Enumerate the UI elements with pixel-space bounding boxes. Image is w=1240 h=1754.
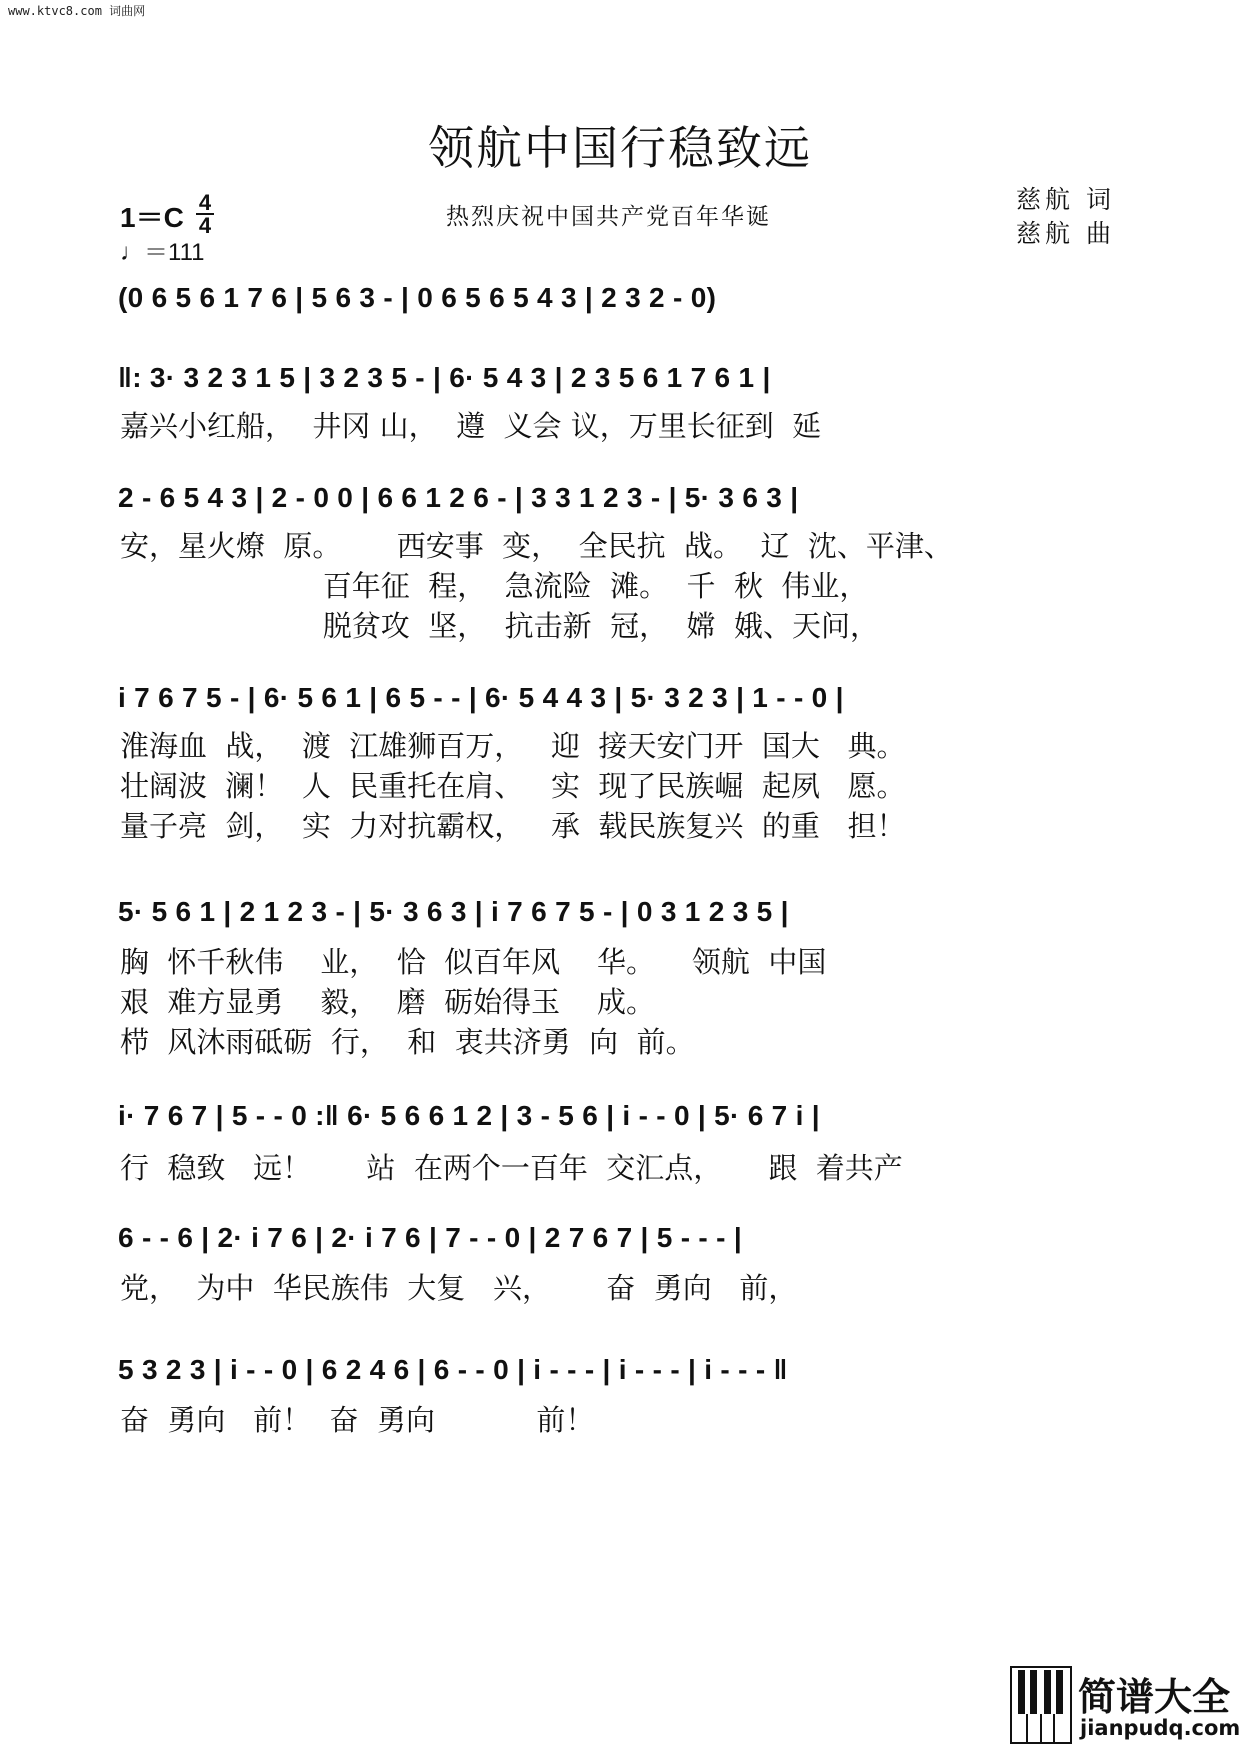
lyric-line-5-3: 栉 风沐雨砥砺 行， 和 衷共济勇 向 前。: [120, 1025, 695, 1059]
key-signature: 1＝C: [120, 202, 184, 233]
notation-line-1: (0 6 5 6 1 7 6 | 5 6 3 - | 0 6 5 6 5 4 3 | 2 3 2 - 0): [118, 282, 717, 313]
composer-credit: 慈航 曲: [1016, 219, 1115, 248]
lyric-line-3-2: 百年征 程， 急流险 滩。 千 秋 伟业，: [120, 569, 869, 603]
lyric-line-8-1: 奋 勇向 前！ 奋 勇向 前！: [120, 1403, 595, 1437]
lyric-line-5-2: 艰 难方显勇 毅， 磨 砺始得玉 成。: [120, 985, 656, 1019]
logo-url: jianpudq.com: [1080, 1716, 1240, 1740]
notation-line-4: i 7 6 7 5 - | 6· 5 6 1 | 6 5 - - | 6· 5 4 4 3 | 5· 3 2 3 | 1 - - 0 |: [118, 682, 844, 713]
lyric-line-3-1: 安，星火燎 原。 西安事 变， 全民抗 战。 辽 沈、平津、: [120, 529, 953, 563]
tempo-marking: ♩＝111: [120, 239, 205, 266]
site-watermark: www.ktvc8.com 词曲网: [8, 4, 146, 18]
lyric-line-3-3: 脱贫攻 坚， 抗击新 冠， 嫦 娥、天问，: [120, 609, 879, 643]
lyric-line-4-3: 量子亮 剑， 实 力对抗霸权， 承 载民族复兴 的重 担！: [120, 809, 906, 843]
lyric-line-5-1: 胸 怀千秋伟 业， 恰 似百年风 华。 领航 中国: [120, 945, 827, 979]
logo-name: 简谱大全: [1078, 1675, 1231, 1719]
lyric-line-6-1: 行 稳致 远！ 站 在两个一百年 交汇点， 跟 着共产: [120, 1151, 903, 1185]
time-signature: [196, 192, 214, 236]
lyricist-credit: 慈航 词: [1016, 185, 1115, 214]
lyric-line-2-1: 嘉兴小红船， 井冈 山， 遵 义会 议，万里长征到 延: [120, 409, 822, 443]
subtitle: 热烈庆祝中国共产党百年华诞: [446, 204, 771, 230]
notation-line-7: 6 - - 6 | 2· i 7 6 | 2· i 7 6 | 7 - - 0 | 2 7 6 7 | 5 - - - |: [118, 1222, 742, 1253]
notation-line-8: 5 3 2 3 | i - - 0 | 6 2 4 6 | 6 - - 0 | i - - - | i - - - | i - - - ‖: [118, 1354, 788, 1385]
notation-line-3: 2 - 6 5 4 3 | 2 - 0 0 | 6 6 1 2 6 - | 3 3 1 2 3 - | 5· 3 6 3 |: [118, 482, 799, 513]
jianpu-logo: [1010, 1666, 1240, 1746]
time-signature-bottom: 4: [198, 213, 212, 238]
song-title: 领航中国行稳致远: [428, 121, 812, 175]
lyric-line-4-2: 壮阔波 澜！ 人 民重托在肩、 实 现了民族崛 起夙 愿。: [120, 769, 906, 803]
notation-line-2: ‖: 3· 3 2 3 1 5 | 3 2 3 5 - | 6· 5 4 3 | 2 3 5 6 1 7 6 1 |: [118, 362, 771, 393]
notation-line-6: i· 7 6 7 | 5 - - 0 :‖ 6· 5 6 6 1 2 | 3 - 5 6 | i - - 0 | 5· 6 7 i |: [118, 1100, 820, 1131]
lyric-line-7-1: 党， 为中 华民族伟 大复 兴， 奋 勇向 前，: [120, 1271, 798, 1305]
lyric-line-4-1: 淮海血 战， 渡 江雄狮百万， 迎 接天安门开 国大 典。: [120, 729, 906, 763]
time-signature-top: 4: [198, 190, 212, 215]
piano-keys-icon: [1010, 1666, 1072, 1744]
notation-line-5: 5· 5 6 1 | 2 1 2 3 - | 5· 3 6 3 | i 7 6 7 5 - | 0 3 1 2 3 5 |: [118, 896, 789, 927]
